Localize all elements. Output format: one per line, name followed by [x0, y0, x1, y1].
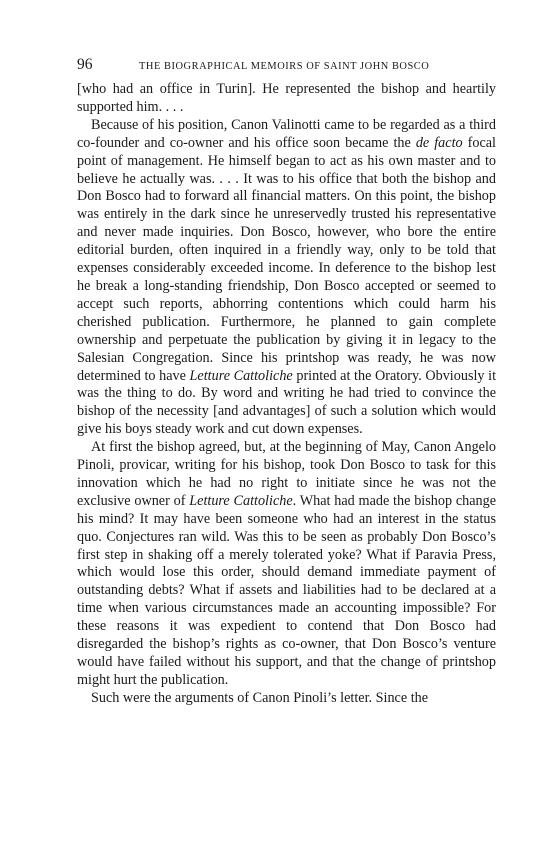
page-header — [77, 56, 496, 78]
paragraph-1 — [77, 81, 496, 117]
paragraph-3-text-a: At first the bishop agreed, but, at the beginning of May, Canon Angelo Pinoli, provicar, writing for his bishop, took Don Bosco to task for this innovation which he had no right to initiate since he was not the exclusive owner of — [77, 439, 496, 509]
running-head: THE BIOGRAPHICAL MEMOIRS OF SAINT JOHN BOSCO — [139, 61, 430, 72]
page-number: 96 — [77, 56, 93, 73]
paragraph-2-text-c: printed at the Oratory. Obviously it was the thing to do. By word and writing he had tried to convince the bishop of the necessity [and advantages] of such a solution which would give his boys steady work and cut down expenses. — [77, 367, 497, 438]
paragraph-4 — [77, 690, 496, 708]
paragraph-1-text: [who had an office in Turin]. He represented the bishop and heartily supported him. . . . — [77, 81, 496, 115]
paragraph-2-text-b: focal point of management. He himself began to act as his own master and to believe he actually was. . . . It was to his office that both the bishop and Don Bosco had to forward all financial matters. On this point, the bishop was entirely in the dark since he unreservedly trusted his representative and never made inquiries. Don Bosco, however, who bore the entire editorial burden, often inquired in a friendly way, only to be told that expenses considerably exceeded income. In deference to the bishop lest he break a long-standing friendship, Don Bosco accepted or seemed to accept such reports, abhorring contentions which could harm his cherished publication. Furthermore, he planned to gain complete ownership and perpetuate the publication by giving it in legacy to the Salesian Congregation. Since his printshop was ready, he was now determined to have — [77, 134, 497, 384]
paragraph-2 — [77, 117, 496, 439]
paragraph-4-text: Such were the arguments of Canon Pinoli’s letter. Since the — [91, 689, 429, 706]
italic-letture-cattoliche-2: Letture Cattoliche — [189, 492, 293, 509]
paragraph-2-text-a: Because of his position, Canon Valinotti came to be regarded as a third co-founder and co-owner and his office soon became the — [77, 116, 496, 151]
book-page — [77, 56, 496, 708]
paragraph-3 — [77, 439, 496, 690]
paragraph-3-text-b: . What had made the bishop change his mind? It may have been someone who had an interest in the status quo. Conjectures ran wild. Was this to be seen as probably Don Bosco’s first step in shaking off a merely tolerated yoke? What if Paravia Press, which would lose this order, should demand immediate payment of outstanding debts? What if assets and liabilities had to be declared at a time when various circumstances made an accounting impossible? For these reasons it was expedient to contend that Don Bosco had disregarded the bishop’s rights as co-owner, that Don Bosco’s venture would have failed without his support, and that the change of printshop might hurt the publication. — [77, 492, 497, 688]
italic-de-facto: de facto — [415, 134, 463, 151]
italic-letture-cattoliche: Letture Cattoliche — [189, 367, 293, 384]
